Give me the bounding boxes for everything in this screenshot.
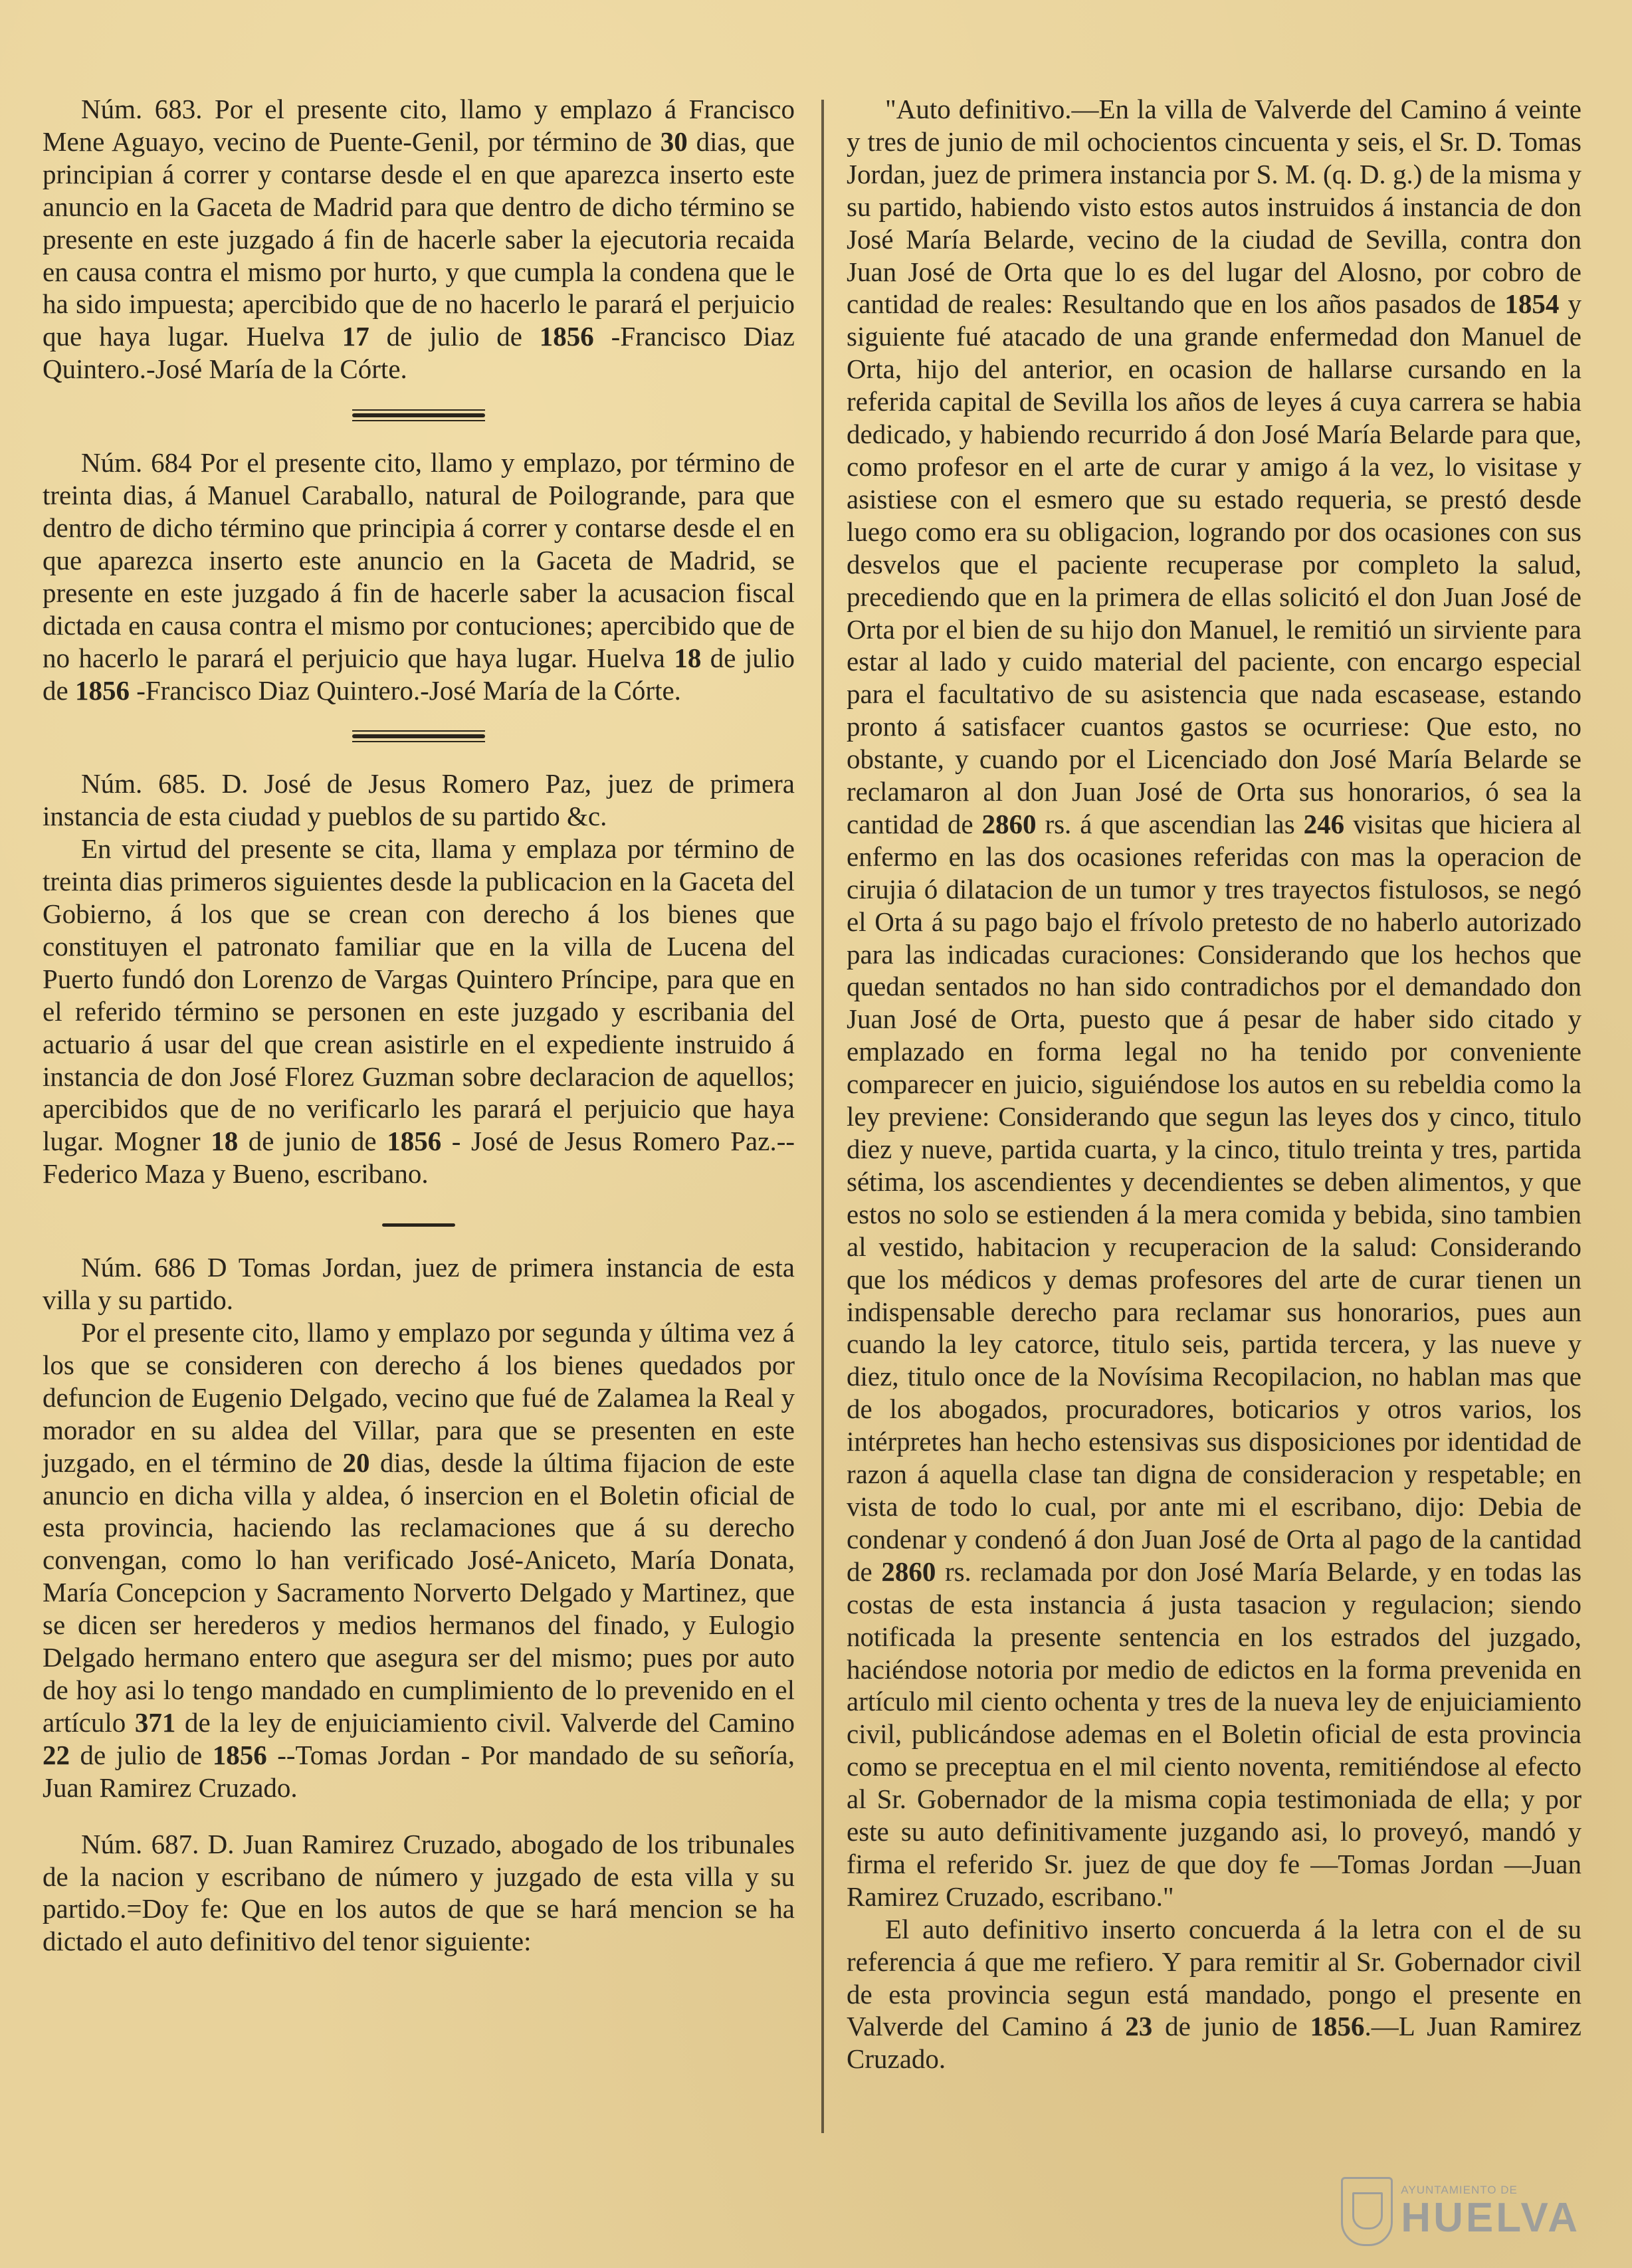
left-column — [43, 93, 795, 1958]
entry-number: Núm. 684 — [81, 447, 192, 478]
city-crest-icon — [1341, 2177, 1393, 2246]
archive-watermark — [1341, 2172, 1580, 2251]
entry-687: Núm. 687. D. Juan Ramirez Cruzado, abogado de los tribunales de la nacion y escribano de número y juzgado de esta villa y su partido.=Doy fe: Que en los autos de que se hará mencion se ha dictado el auto definitivo del tenor siguiente: — [43, 1828, 795, 1957]
watermark-big-text: HUELVA — [1401, 2195, 1580, 2241]
auto-definitivo-text: "Auto definitivo.—En la villa de Valverde del Camino á veinte y tres de junio de mil ochocientos cincuenta y seis, el Sr. D. Tomas Jordan, juez de primera instancia por S. M. (q. D. g.) de la misma y su partido, habiendo visto estos autos instruidos á instancia de don José María Belarde, vecino de la ciudad de Sevilla, contra don Juan José de Orta que lo es del lugar del Alosno, por cobro de cantidad de reales: Resultando que en los años pasados de 1854 y siguiente fué atacado de una grande enfermedad don Manuel de Orta, hijo del anterior, en ocasion de hallarse cursando en la referida capital de Sevilla los años de leyes á cuya carrera se habia dedicado, y habiendo recurrido á don José María Belarde para que, como profesor en el arte de curar y amigo á la vez, lo visitase y asistiese con el esmero que su estado requeria, se prestó desde luego como era su obligacion, logrando por dos ocasiones con sus desvelos que el paciente recuperase por completo la salud, precediendo que en la primera de ellas solicitó el don Juan José de Orta por el bien de su hijo don Manuel, le remitió un sirviente para estar al lado y cuido material del paciente, con encargo especial para el facultativo de su asistencia que nada escasease, estando pronto á satisfacer cuantos gastos se ocurriese: Que esto, no obstante, y cuando por el Licenciado don José María Belarde se reclamaron al don Juan José de Orta sus honorarios, ó sea la cantidad de 2860 rs. á que ascendian las 246 visitas que hiciera al enfermo en las dos ocasiones referidas con mas la operacion de cirujia ó dilatacion de un tumor y tres trayectos fistulosos, se negó el Orta á su pago bajo el frívolo pretesto de no haberlo autorizado para las indicadas curaciones: Considerando que los hechos que quedan sentados no han sido contradichos por el demandado don Juan José de Orta, puesto que á pesar de haber sido citado y emplazado en forma legal no ha tenido por conveniente comparecer en juicio, siguiéndose los autos en su rebeldia como la ley previene: Considerando que segun las leyes dos y cinco, titulo diez y nueve, partida cuarta, y la cinco, titulo treinta y tres, partida sétima, los ascendientes y decendientes se deben alimentos, y que estos no solo se estienden á la mera comida y bebida, sino tambien al vestido, habitacion y recuperacion de la salud: Considerando que los médicos y demas profesores del arte de curar tienen un indispensable derecho para reclamar sus honorarios, pues aun cuando la ley catorce, titulo seis, partida tercera, y las nueve y diez, titulo once de la Novísima Recopilacion, no hablan mas que de los abogados, procuradores, boticarios y otros varios, los intérpretes han hecho estensivas sus disposiciones por identidad de razon á aquella clase tan digna de consideracion y respetable; en vista de todo lo cual, por ante mi el escribano, dijo: Debia de condenar y condenó á don Juan José de Orta al pago de la cantidad de 2860 rs. reclamada por don José María Belarde, y en todas las costas de esta instancia á justa tasacion y regulacion; siendo notificada la presente sentencia en los estrados del juzgado, haciéndose notoria por medio de edictos en la forma prevenida en artículo mil ciento ochenta y tres de la nueva ley de enjuiciamiento civil, publicándose ademas en el Boletin oficial de esta provincia como se preceptua en el mil ciento noventa, remitiéndose al efecto al Sr. Gobernador de la misma copia testimoniada de ella; y por este su auto definitivamente juzgando asi, lo proveyó, mandó y firma el referido Sr. juez de que doy fe —Tomas Jordan —Juan Ramirez Cruzado, escribano." — [847, 94, 1582, 1912]
entry-number: Núm. 687. — [81, 1828, 199, 1859]
entry-683: Núm. 683. Por el presente cito, llamo y emplazo á Francisco Mene Aguayo, vecino de Puente-Genil, por término de 30 dias, que principian á correr y contarse desde el en que aparezca inserto este anuncio en la Gaceta de Madrid para que dentro de dicho término se presente en este juzgado á fin de hacerle saber la ejecutoria recaida en causa contra el mismo por hurto, y que cumpla la condena que le ha sido impuesta; apercibido que de no hacerlo le parará el perjuicio que haya lugar. Huelva 17 de julio de 1856 -Francisco Diaz Quintero.-José María de la Córte. — [43, 94, 795, 385]
entry-685-body: En virtud del presente se cita, llama y emplaza por término de treinta dias primeros siguientes desde la publicacion en la Gaceta del Gobierno, á los que se crean con derecho á los bienes que constituyen el patronato familiar que en la villa de Lucena del Puerto fundó don Lorenzo de Vargas Quintero Príncipe, para que en el referido término se personen en este juzgado y escribania del actuario á usar del que crean asistirle en el expediente instruido á instancia de don José Florez Guzman sobre declaracion de aquellos; apercibidos que de no verificarlo les parará el perjuicio que haya lugar. Mogner 18 de junio de 1856 - José de Jesus Romero Paz.--Federico Maza y Bueno, escribano. — [43, 833, 795, 1189]
section-divider — [43, 1190, 795, 1251]
certification-text: El auto definitivo inserto concuerda á la letra con el de su referencia á que me refiero. Y para remitir al Sr. Gobernador civil de esta provincia segun está mandado, pongo el presente en Valverde del Camino á 23 de junio de 1856.—L Juan Ramirez Cruzado. — [847, 1913, 1582, 2075]
entry-686-body: Por el presente cito, llamo y emplazo por segunda y última vez á los que se consideren con derecho á los bienes quedados por defuncion de Eugenio Delgado, vecino que fué de Zalamea la Real y morador en su aldea del Villar, para que se presenten en este juzgado, en el término de 20 dias, desde la última fijacion de este anuncio en dicha villa y aldea, ó insercion en el Boletin oficial de esta provincia, haciendo las reclamaciones que á su derecho convengan, como lo han verificado José-Aniceto, María Donata, María Concepcion y Sacramento Norverto Delgado y Martinez, que se dicen ser herederos y medios hermanos del finado, y Eulogio Delgado hermano entero que asegura ser del mismo; pues por auto de hoy asi lo tengo mandado en cumplimiento de lo prevenido en el artículo 371 de la ley de enjuiciamiento civil. Valverde del Camino 22 de julio de 1856 --Tomas Jordan - Por mandado de su señoría, Juan Ramirez Cruzado. — [43, 1317, 795, 1803]
watermark-small-text: AYUNTAMIENTO DE — [1401, 2184, 1518, 2196]
right-column — [847, 93, 1581, 2075]
column-rule — [821, 100, 824, 2133]
entry-number: Núm. 683. — [81, 94, 203, 124]
section-divider — [43, 706, 795, 768]
entry-number: Núm. 685. — [81, 768, 206, 799]
entry-684: Núm. 684 Por el presente cito, llamo y emplazo, por término de treinta dias, á Manuel Caraballo, natural de Poilogrande, para que dentro de dicho término que principia á correr y contarse desde el en que aparezca inserto este anuncio en la Gaceta de Madrid, se presente en este juzgado á fin de hacerle saber la acusacion fiscal dictada en causa contra el mismo por contuciones; apercibido que de no hacerlo le parará el perjuicio que haya lugar. Huelva 18 de julio de 1856 -Francisco Diaz Quintero.-José María de la Córte. — [43, 447, 795, 706]
entry-685: Núm. 685. D. José de Jesus Romero Paz, juez de primera instancia de esta ciudad y pueblos de su partido &c. — [43, 768, 795, 832]
entry-number: Núm. 686 — [81, 1252, 195, 1283]
entry-686: Núm. 686 D Tomas Jordan, juez de primera instancia de esta villa y su partido. — [43, 1252, 795, 1316]
section-divider — [43, 385, 795, 447]
